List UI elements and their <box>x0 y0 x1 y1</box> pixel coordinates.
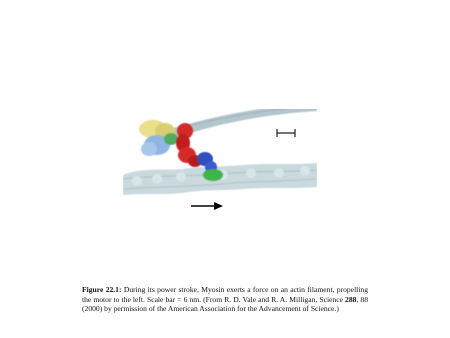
scale-bar <box>277 129 295 137</box>
actin-binding-site <box>203 169 223 181</box>
caption-volume: 288 <box>345 294 357 304</box>
caption-text-1: During its power stroke, Myosin exerts a force on an actin filament, propelling the motor to the left. Scale bar = 6 nm. (From R. D. Vale and R. A. Milligan, Science <box>82 285 368 304</box>
myosin-figure <box>123 109 317 220</box>
direction-arrow <box>191 202 223 210</box>
myosin-actin-rendering <box>123 109 317 220</box>
caption-text-2: , 88 (2000) by permission of the American Association for the Advancement of Science.) <box>82 294 369 314</box>
myosin-head <box>139 120 178 156</box>
caption-label: Figure 22.1: <box>82 285 122 294</box>
figure-caption <box>82 285 368 314</box>
